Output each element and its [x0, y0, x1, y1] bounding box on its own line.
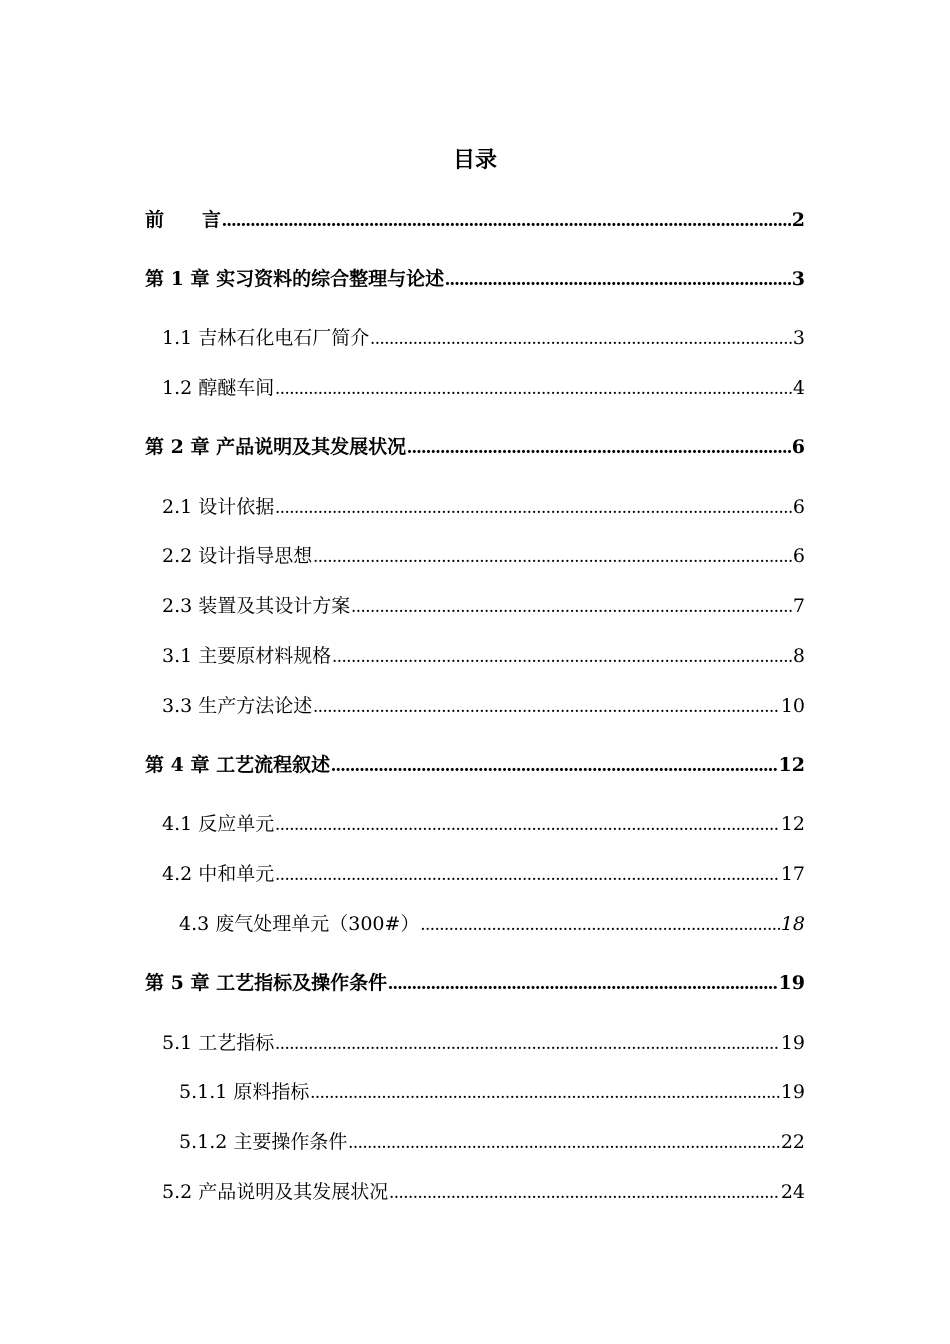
toc-entry-page: 10	[780, 695, 805, 717]
toc-entry-label: 3.1 主要原材料规格	[162, 645, 332, 667]
toc-entry-3-3[interactable]	[162, 693, 805, 720]
toc-entry-page: 6	[792, 496, 805, 518]
toc-entry-label: 1.1 吉林石化电石厂简介	[162, 327, 370, 349]
toc-leader-dots	[388, 971, 777, 997]
toc-entry-4-3[interactable]	[179, 911, 805, 938]
toc-entry-page: 6	[791, 436, 805, 458]
toc-entry-preface[interactable]	[145, 207, 805, 234]
toc-entry-page: 24	[780, 1181, 805, 1203]
toc-title: 目录	[452, 147, 497, 173]
toc-entry-label: 前 言	[145, 209, 222, 231]
toc-entry-label: 第 1 章 实习资料的综合整理与论述	[145, 268, 445, 290]
toc-entry-label: 第 2 章 产品说明及其发展状况	[145, 436, 407, 458]
toc-entry-label: 第 4 章 工艺流程叙述	[145, 754, 331, 776]
toc-leader-dots	[313, 544, 792, 570]
toc-entry-page: 2	[791, 209, 805, 231]
toc-leader-dots	[445, 267, 791, 293]
toc-entry-page: 19	[780, 1081, 805, 1103]
toc-leader-dots	[420, 912, 779, 938]
toc-entry-chapter-1[interactable]	[145, 266, 805, 293]
toc-leader-dots	[275, 495, 792, 521]
toc-leader-dots	[275, 862, 780, 888]
toc-leader-dots	[310, 1080, 779, 1106]
toc-entry-label: 2.2 设计指导思想	[162, 545, 313, 567]
toc-leader-dots	[351, 594, 792, 620]
toc-entry-label: 5.2 产品说明及其发展状况	[162, 1181, 389, 1203]
toc-leader-dots	[370, 326, 792, 352]
toc-entry-page: 4	[792, 377, 805, 399]
toc-entry-4-1[interactable]	[162, 811, 805, 838]
toc-entry-label: 2.3 装置及其设计方案	[162, 595, 351, 617]
toc-entry-label: 4.2 中和单元	[162, 863, 275, 885]
toc-entry-5-1[interactable]	[162, 1030, 805, 1057]
toc-entry-label: 2.1 设计依据	[162, 496, 275, 518]
toc-leader-dots	[222, 208, 791, 234]
toc-entry-chapter-4[interactable]	[145, 752, 805, 779]
toc-entry-label: 5.1.1 原料指标	[179, 1081, 310, 1103]
toc-entry-chapter-2[interactable]	[145, 434, 805, 461]
toc-entry-3-1[interactable]	[162, 643, 805, 670]
toc-entry-page: 19	[778, 972, 805, 994]
toc-leader-dots	[407, 435, 791, 461]
toc-entry-chapter-5[interactable]	[145, 970, 805, 997]
toc-entry-page: 12	[778, 754, 805, 776]
toc-entry-page: 7	[792, 595, 805, 617]
toc-entry-page: 3	[792, 327, 805, 349]
toc-entry-label: 第 5 章 工艺指标及操作条件	[145, 972, 388, 994]
toc-entry-4-2[interactable]	[162, 861, 805, 888]
toc-entry-page: 19	[780, 1032, 805, 1054]
toc-entry-page: 22	[780, 1131, 805, 1153]
toc-entry-5-1-2[interactable]	[179, 1129, 805, 1156]
toc-entry-label: 3.3 生产方法论述	[162, 695, 313, 717]
toc-entry-page: 8	[792, 645, 805, 667]
toc-leader-dots	[389, 1180, 780, 1206]
toc-entry-label: 1.2 醇醚车间	[162, 377, 275, 399]
toc-entry-1-2[interactable]	[162, 375, 805, 402]
toc-entry-label: 4.3 废气处理单元（300#）	[179, 913, 420, 935]
toc-entry-2-1[interactable]	[162, 494, 805, 521]
toc-entry-page: 6	[792, 545, 805, 567]
toc-entry-page: 18	[780, 913, 805, 935]
toc-entry-label: 5.1 工艺指标	[162, 1032, 275, 1054]
toc-leader-dots	[275, 812, 780, 838]
toc-leader-dots	[331, 753, 777, 779]
toc-leader-dots	[275, 1031, 780, 1057]
toc-entry-label: 5.1.2 主要操作条件	[179, 1131, 348, 1153]
toc-entry-2-2[interactable]	[162, 543, 805, 570]
toc-entry-2-3[interactable]	[162, 593, 805, 620]
toc-leader-dots	[332, 644, 792, 670]
toc-entry-5-1-1[interactable]	[179, 1079, 805, 1106]
toc-leader-dots	[313, 694, 780, 720]
toc-entry-page: 3	[791, 268, 805, 290]
toc-leader-dots	[348, 1130, 779, 1156]
toc-entry-page: 17	[780, 863, 805, 885]
toc-entry-1-1[interactable]	[162, 325, 805, 352]
toc-entry-label: 4.1 反应单元	[162, 813, 275, 835]
toc-entry-5-2[interactable]	[162, 1179, 805, 1206]
toc-leader-dots	[275, 376, 792, 402]
toc-entry-page: 12	[780, 813, 805, 835]
